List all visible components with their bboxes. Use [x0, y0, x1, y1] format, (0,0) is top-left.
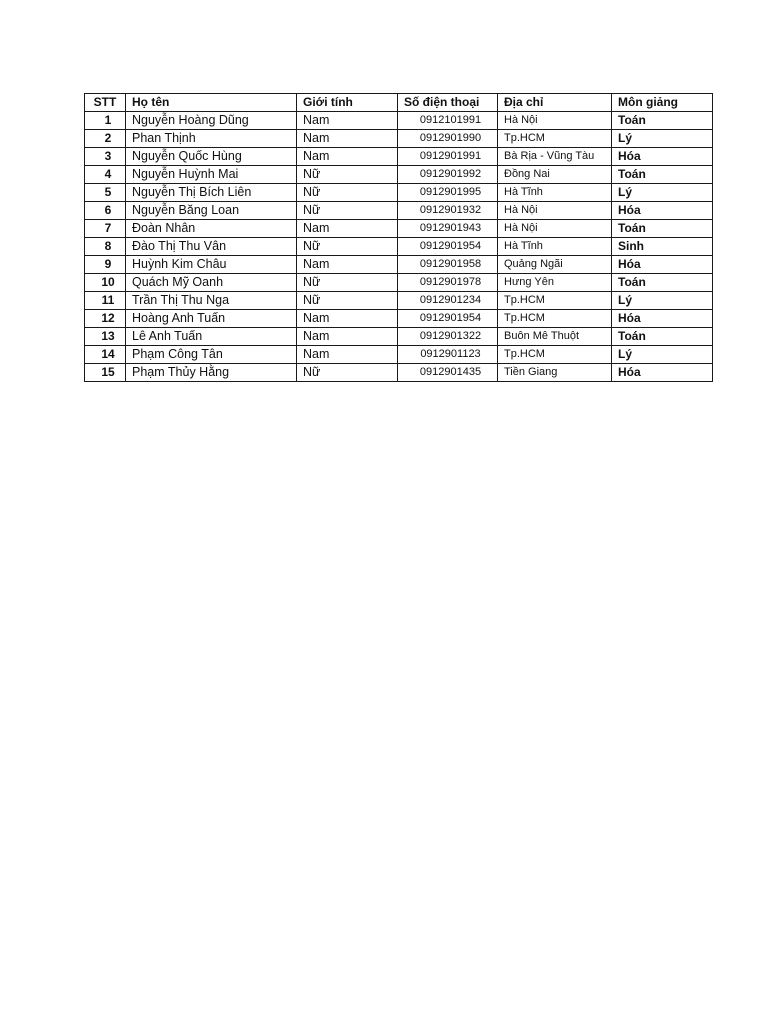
- cell-gender: Nam: [297, 220, 398, 238]
- header-address: Địa chỉ: [498, 94, 612, 112]
- cell-subject: Hóa: [612, 310, 713, 328]
- header-gender: Giới tính: [297, 94, 398, 112]
- cell-stt: 5: [85, 184, 126, 202]
- cell-gender: Nữ: [297, 184, 398, 202]
- table-row: [85, 202, 713, 220]
- cell-gender: Nam: [297, 310, 398, 328]
- cell-phone: 0912901954: [398, 238, 498, 256]
- cell-address: Tiền Giang: [498, 364, 612, 382]
- cell-subject: Hóa: [612, 148, 713, 166]
- cell-name: Đoàn Nhân: [126, 220, 297, 238]
- cell-address: Tp.HCM: [498, 292, 612, 310]
- cell-address: Buôn Mê Thuột: [498, 328, 612, 346]
- cell-phone: 0912901234: [398, 292, 498, 310]
- cell-gender: Nữ: [297, 238, 398, 256]
- cell-stt: 11: [85, 292, 126, 310]
- cell-address: Hà Tĩnh: [498, 238, 612, 256]
- cell-address: Hà Tĩnh: [498, 184, 612, 202]
- cell-address: Tp.HCM: [498, 346, 612, 364]
- table-row: [85, 166, 713, 184]
- cell-phone: 0912901995: [398, 184, 498, 202]
- cell-subject: Hóa: [612, 256, 713, 274]
- cell-gender: Nữ: [297, 292, 398, 310]
- cell-address: Hưng Yên: [498, 274, 612, 292]
- cell-phone: 0912901932: [398, 202, 498, 220]
- cell-subject: Lý: [612, 184, 713, 202]
- table-row: [85, 148, 713, 166]
- cell-stt: 12: [85, 310, 126, 328]
- table-row: [85, 310, 713, 328]
- cell-stt: 8: [85, 238, 126, 256]
- table-row: [85, 220, 713, 238]
- cell-address: Hà Nội: [498, 220, 612, 238]
- cell-name: Phan Thịnh: [126, 130, 297, 148]
- cell-name: Nguyễn Quốc Hùng: [126, 148, 297, 166]
- cell-stt: 6: [85, 202, 126, 220]
- cell-phone: 0912901322: [398, 328, 498, 346]
- table-row: [85, 130, 713, 148]
- cell-gender: Nam: [297, 256, 398, 274]
- header-subject: Môn giảng: [612, 94, 713, 112]
- header-name: Họ tên: [126, 94, 297, 112]
- cell-subject: Lý: [612, 292, 713, 310]
- cell-stt: 2: [85, 130, 126, 148]
- table-row: [85, 274, 713, 292]
- cell-phone: 0912901958: [398, 256, 498, 274]
- cell-stt: 4: [85, 166, 126, 184]
- cell-name: Phạm Công Tân: [126, 346, 297, 364]
- cell-subject: Toán: [612, 220, 713, 238]
- cell-phone: 0912901990: [398, 130, 498, 148]
- table-row: [85, 238, 713, 256]
- cell-gender: Nam: [297, 346, 398, 364]
- cell-stt: 3: [85, 148, 126, 166]
- cell-stt: 9: [85, 256, 126, 274]
- cell-subject: Toán: [612, 274, 713, 292]
- cell-address: Bà Rịa - Vũng Tàu: [498, 148, 612, 166]
- table-row: [85, 184, 713, 202]
- cell-name: Đào Thị Thu Vân: [126, 238, 297, 256]
- cell-subject: Lý: [612, 130, 713, 148]
- cell-gender: Nam: [297, 328, 398, 346]
- table-row: [85, 256, 713, 274]
- cell-name: Huỳnh Kim Châu: [126, 256, 297, 274]
- cell-address: Quảng Ngãi: [498, 256, 612, 274]
- cell-name: Nguyễn Thị Bích Liên: [126, 184, 297, 202]
- cell-stt: 7: [85, 220, 126, 238]
- cell-stt: 13: [85, 328, 126, 346]
- cell-name: Nguyễn Băng Loan: [126, 202, 297, 220]
- cell-name: Nguyễn Huỳnh Mai: [126, 166, 297, 184]
- cell-subject: Hóa: [612, 364, 713, 382]
- header-phone: Số điện thoại: [398, 94, 498, 112]
- cell-name: Lê Anh Tuấn: [126, 328, 297, 346]
- cell-gender: Nữ: [297, 166, 398, 184]
- cell-phone: 0912901123: [398, 346, 498, 364]
- cell-subject: Toán: [612, 112, 713, 130]
- cell-address: Tp.HCM: [498, 130, 612, 148]
- cell-name: Trần Thị Thu Nga: [126, 292, 297, 310]
- cell-stt: 10: [85, 274, 126, 292]
- table-row: [85, 112, 713, 130]
- cell-gender: Nam: [297, 148, 398, 166]
- cell-phone: 0912901435: [398, 364, 498, 382]
- cell-address: Hà Nội: [498, 112, 612, 130]
- cell-gender: Nam: [297, 112, 398, 130]
- table-row: [85, 364, 713, 382]
- cell-address: Đồng Nai: [498, 166, 612, 184]
- table-body: [85, 112, 713, 382]
- cell-gender: Nữ: [297, 274, 398, 292]
- cell-address: Tp.HCM: [498, 310, 612, 328]
- cell-subject: Toán: [612, 166, 713, 184]
- cell-phone: 0912901943: [398, 220, 498, 238]
- cell-subject: Hóa: [612, 202, 713, 220]
- header-stt: STT: [85, 94, 126, 112]
- cell-name: Phạm Thủy Hằng: [126, 364, 297, 382]
- cell-name: Hoàng Anh Tuấn: [126, 310, 297, 328]
- cell-stt: 1: [85, 112, 126, 130]
- teacher-table: [84, 93, 713, 382]
- cell-subject: Sinh: [612, 238, 713, 256]
- table-row: [85, 346, 713, 364]
- cell-stt: 15: [85, 364, 126, 382]
- table-row: [85, 292, 713, 310]
- cell-gender: Nữ: [297, 364, 398, 382]
- cell-phone: 0912901991: [398, 148, 498, 166]
- cell-gender: Nữ: [297, 202, 398, 220]
- cell-gender: Nam: [297, 130, 398, 148]
- cell-phone: 0912101991: [398, 112, 498, 130]
- cell-address: Hà Nội: [498, 202, 612, 220]
- table-row: [85, 328, 713, 346]
- cell-name: Nguyễn Hoàng Dũng: [126, 112, 297, 130]
- cell-phone: 0912901954: [398, 310, 498, 328]
- cell-phone: 0912901992: [398, 166, 498, 184]
- cell-stt: 14: [85, 346, 126, 364]
- cell-name: Quách Mỹ Oanh: [126, 274, 297, 292]
- table-header-row: [85, 94, 713, 112]
- cell-subject: Toán: [612, 328, 713, 346]
- cell-phone: 0912901978: [398, 274, 498, 292]
- cell-subject: Lý: [612, 346, 713, 364]
